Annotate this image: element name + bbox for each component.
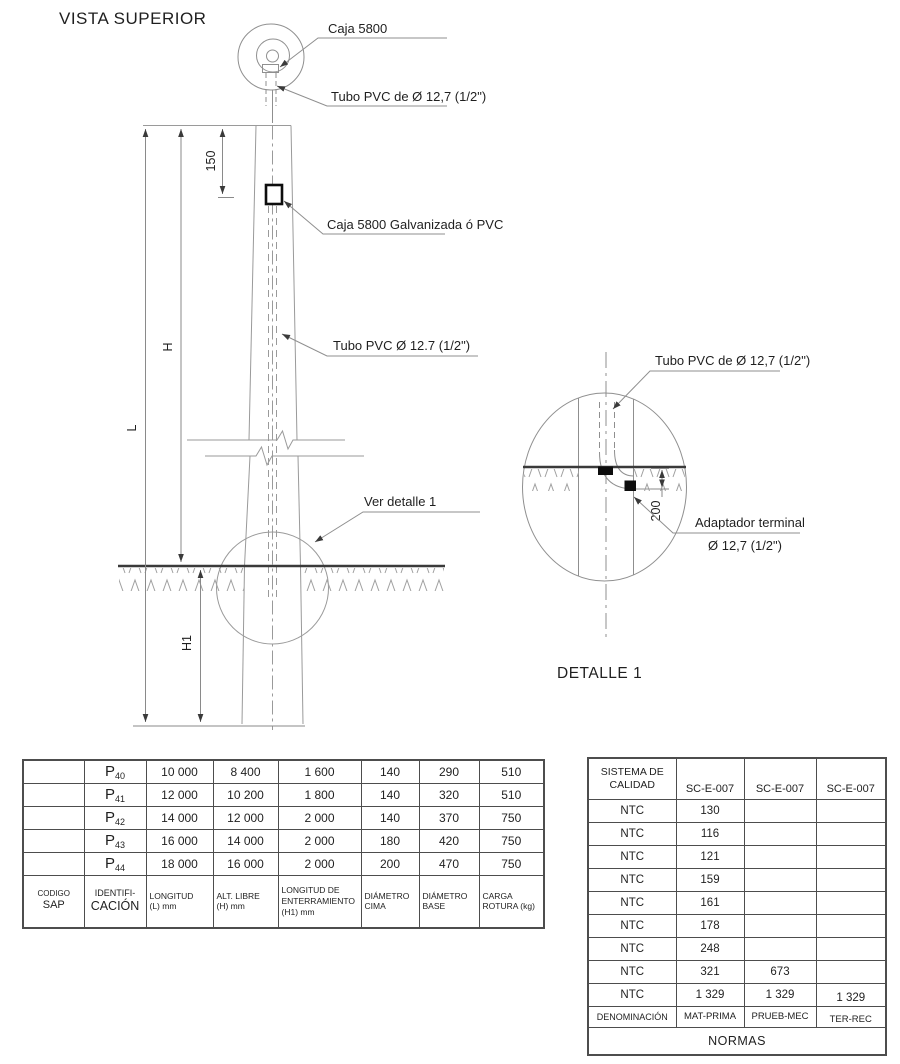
table-row — [23, 760, 544, 783]
leader-caja-top — [280, 38, 447, 67]
codigo-sap-cell — [23, 852, 84, 875]
codigo-sap-cell — [23, 760, 84, 783]
cell — [816, 868, 886, 891]
cell: 130 — [676, 799, 744, 822]
cell — [744, 937, 816, 960]
detail-hatch-right — [634, 469, 688, 491]
cell: NTC — [588, 937, 676, 960]
tubo-pvc-elev-label: Tubo PVC Ø 12.7 (1/2") — [333, 338, 471, 353]
cell: 12 000 — [146, 783, 213, 806]
caja-5800-label: Caja 5800 — [328, 21, 388, 36]
ground-hatch-right — [302, 568, 444, 591]
cell: 14 000 — [146, 806, 213, 829]
elevation-leaders — [282, 201, 480, 542]
table-row — [588, 891, 886, 914]
denominacion-row — [588, 1006, 886, 1027]
cell: 248 — [676, 937, 744, 960]
cell: 140 — [361, 806, 419, 829]
tube-bend-inner — [615, 450, 635, 476]
pole-id-cell: $P_{40}$ — [84, 760, 146, 783]
pole-id-cell: $P_{44}$ — [84, 852, 146, 875]
table-row — [588, 960, 886, 983]
detail-leaders — [613, 371, 800, 533]
tube-hole-circle — [267, 50, 279, 62]
cell — [744, 868, 816, 891]
cell: 178 — [676, 914, 744, 937]
adaptador-terminal-label: Adaptador terminal — [695, 515, 805, 530]
dim-H1-label: H1 — [180, 635, 194, 651]
cell — [816, 891, 886, 914]
cell: 370 — [419, 806, 479, 829]
pole-id-cell: $P_{43}$ — [84, 829, 146, 852]
cell — [744, 891, 816, 914]
cell: 1 329 — [816, 983, 886, 1006]
table-row — [588, 983, 886, 1006]
adaptador-terminal-fitting — [625, 481, 637, 492]
cell: 12 000 — [213, 806, 278, 829]
tube-fitting-ground — [598, 467, 613, 476]
detail-hatch-left — [521, 469, 579, 491]
header-sc-e-007: SC-E-007 — [816, 758, 886, 799]
pole-top-circle — [257, 39, 290, 72]
tubo-pvc-detail-label: Tubo PVC de Ø 12,7 (1/2") — [655, 353, 811, 368]
header-carga-rotura: CARGA ROTURA (kg) — [479, 875, 544, 928]
cell: 180 — [361, 829, 419, 852]
header-enterramiento: LONGITUD DE ENTERRAMIENTO (H1) mm — [278, 875, 361, 928]
leader-tubo-detail — [613, 371, 780, 409]
normas-row — [588, 1027, 886, 1055]
pole-left-edge — [242, 126, 256, 725]
dim-H-label: H — [161, 342, 175, 352]
cell: 420 — [419, 829, 479, 852]
cell: 320 — [419, 783, 479, 806]
header-sc-e-007: SC-E-007 — [676, 758, 744, 799]
caja-galvanizada-label: Caja 5800 Galvanizada ó PVC — [327, 217, 504, 232]
cell: 140 — [361, 783, 419, 806]
cell: 1 800 — [278, 783, 361, 806]
cell: 510 — [479, 760, 544, 783]
pole-dimensions-table — [22, 759, 545, 929]
cell: NTC — [588, 983, 676, 1006]
cell: 510 — [479, 783, 544, 806]
detail-title: DETALLE 1 — [557, 665, 643, 682]
table-row — [588, 914, 886, 937]
pole-id-cell: $P_{41}$ — [84, 783, 146, 806]
ver-detalle-label: Ver detalle 1 — [364, 494, 437, 509]
cell — [744, 914, 816, 937]
tubo-pvc-top-label: Tubo PVC de Ø 12,7 (1/2") — [331, 89, 487, 104]
ter-rec-cell: TER-REC — [816, 1006, 886, 1027]
adaptador-diameter-label: Ø 12,7 (1/2") — [708, 538, 782, 553]
table-row — [588, 868, 886, 891]
table-row — [23, 783, 544, 806]
cell: 121 — [676, 845, 744, 868]
dim-200-label: 200 — [649, 500, 663, 522]
codigo-sap-cell — [23, 806, 84, 829]
break-line-upper — [187, 431, 345, 449]
cell — [816, 799, 886, 822]
codigo-sap-cell — [23, 783, 84, 806]
cell: 1 329 — [676, 983, 744, 1006]
cell: 140 — [361, 760, 419, 783]
cell: NTC — [588, 845, 676, 868]
cell: 159 — [676, 868, 744, 891]
cell: 1 329 — [744, 983, 816, 1006]
pole-id-cell: $P_{42}$ — [84, 806, 146, 829]
cell: NTC — [588, 914, 676, 937]
pole-base-circle — [238, 24, 304, 90]
top-view — [238, 24, 304, 123]
header-identificacion: IDENTIFI- CACIÓN — [84, 875, 146, 928]
cell — [816, 822, 886, 845]
cell — [816, 845, 886, 868]
ground-hatch-left — [119, 568, 244, 591]
prueb-mec-cell: PRUEB-MEC — [744, 1006, 816, 1027]
break-line-lower — [205, 447, 364, 465]
cell: 321 — [676, 960, 744, 983]
header-codigo-sap: CODIGO SAP — [23, 875, 84, 928]
cell: 290 — [419, 760, 479, 783]
cell: 16 000 — [213, 852, 278, 875]
table-row — [23, 806, 544, 829]
cell: 1 600 — [278, 760, 361, 783]
denominacion-label: DENOMINACIÓN — [588, 1006, 676, 1027]
cell: NTC — [588, 799, 676, 822]
caja-5800-box — [266, 185, 282, 204]
normas-table — [587, 757, 887, 1056]
table-row — [588, 822, 886, 845]
cell — [816, 960, 886, 983]
cell: NTC — [588, 822, 676, 845]
header-longitud: LONGITUD (L) mm — [146, 875, 213, 928]
cell: 161 — [676, 891, 744, 914]
table-row — [23, 829, 544, 852]
cell: 750 — [479, 852, 544, 875]
dim-150-label: 150 — [204, 150, 218, 172]
cell: 2 000 — [278, 829, 361, 852]
header-row — [23, 875, 544, 928]
cell: 673 — [744, 960, 816, 983]
cell — [744, 799, 816, 822]
cell: 2 000 — [278, 852, 361, 875]
cell — [744, 845, 816, 868]
mat-prima-cell: MAT-PRIMA — [676, 1006, 744, 1027]
cell: NTC — [588, 891, 676, 914]
cell: 8 400 — [213, 760, 278, 783]
header-diametro-cima: DIÁMETRO CIMA — [361, 875, 419, 928]
table-row — [588, 799, 886, 822]
cell: 200 — [361, 852, 419, 875]
cell: NTC — [588, 868, 676, 891]
cell: 14 000 — [213, 829, 278, 852]
cell: 16 000 — [146, 829, 213, 852]
header-alt-libre: ALT. LIBRE (H) mm — [213, 875, 278, 928]
normas-label: NORMAS — [588, 1027, 886, 1055]
dimension-lines — [133, 129, 305, 726]
cell: 10 200 — [213, 783, 278, 806]
cell: NTC — [588, 960, 676, 983]
dim-L-label: L — [125, 424, 139, 432]
page-title: VISTA SUPERIOR — [59, 9, 207, 28]
cell: 10 000 — [146, 760, 213, 783]
header-diametro-base: DIÁMETRO BASE — [419, 875, 479, 928]
cell: 2 000 — [278, 806, 361, 829]
table-row — [588, 937, 886, 960]
cell — [816, 937, 886, 960]
leader-ver-detalle — [315, 512, 480, 542]
cell: 116 — [676, 822, 744, 845]
cell: 18 000 — [146, 852, 213, 875]
cell — [816, 914, 886, 937]
cell: 750 — [479, 806, 544, 829]
header-sc-e-007: SC-E-007 — [744, 758, 816, 799]
header-row — [588, 758, 886, 799]
header-sistema-calidad: SISTEMA DE CALIDAD — [588, 758, 676, 799]
table-row — [23, 852, 544, 875]
cell — [744, 822, 816, 845]
table-row — [588, 845, 886, 868]
cell: 470 — [419, 852, 479, 875]
codigo-sap-cell — [23, 829, 84, 852]
cell: 750 — [479, 829, 544, 852]
